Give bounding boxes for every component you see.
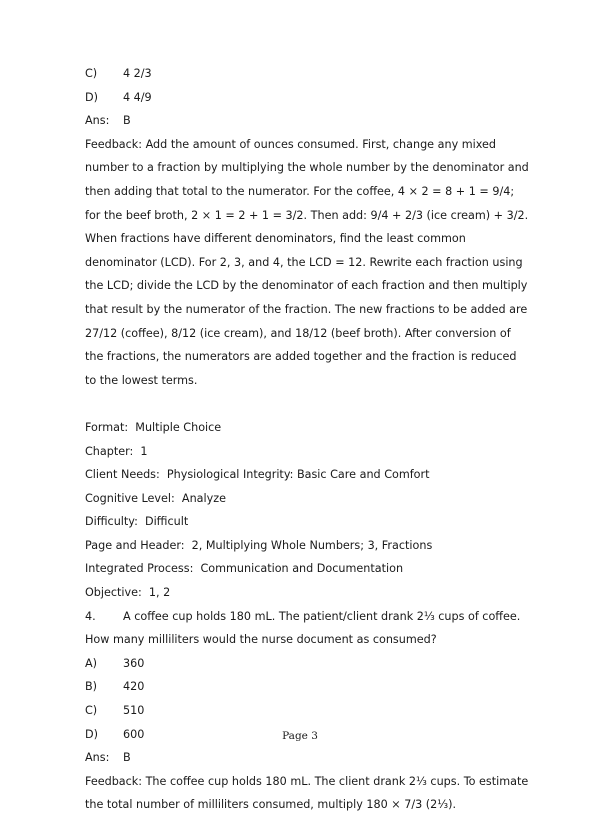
metadata-integrated-process: Integrated Process: Communication and Documentation bbox=[85, 562, 404, 576]
metadata-chapter: Chapter: 1 bbox=[85, 444, 148, 458]
list-item bbox=[85, 652, 530, 676]
option-letter: C) bbox=[85, 67, 98, 80]
question-text: A coffee cup holds 180 mL. The patient/client drank 2⅓ cups of coffee. How many milliliters would the nurse document as consumed? bbox=[85, 609, 521, 647]
option-text: 420 bbox=[123, 680, 145, 694]
question-stem bbox=[85, 605, 530, 652]
metadata-format: Format: Multiple Choice bbox=[85, 420, 222, 434]
option-text: 510 bbox=[123, 704, 145, 718]
spacer bbox=[85, 392, 530, 416]
page-footer: Page 3 bbox=[282, 730, 318, 742]
question-number: 4. bbox=[85, 609, 96, 623]
list-item bbox=[85, 62, 530, 86]
list-item bbox=[85, 675, 530, 699]
list-item bbox=[85, 699, 530, 723]
option-letter: A) bbox=[85, 656, 98, 670]
answer-value: B bbox=[123, 114, 131, 128]
answer-line bbox=[85, 109, 530, 133]
metadata-objective: Objective: 1, 2 bbox=[85, 586, 171, 600]
document-body bbox=[85, 62, 530, 817]
option-letter: B) bbox=[85, 680, 98, 694]
metadata-page-and-header: Page and Header: 2, Multiplying Whole Numbers; 3, Fractions bbox=[85, 538, 433, 552]
metadata-difficulty: Difficulty: Difficult bbox=[85, 515, 189, 529]
option-letter: D) bbox=[85, 727, 98, 741]
option-letter: D) bbox=[85, 90, 98, 104]
option-text: 600 bbox=[123, 727, 145, 741]
metadata-cognitive-level: Cognitive Level: Analyze bbox=[85, 491, 227, 505]
answer-label: Ans: bbox=[85, 751, 110, 765]
answer-label: Ans: bbox=[85, 114, 110, 128]
list-item bbox=[85, 86, 530, 110]
metadata-client-needs: Client Needs: Physiological Integrity: Basic Care and Comfort bbox=[85, 468, 430, 482]
answer-line bbox=[85, 746, 530, 770]
feedback-paragraph: Feedback: The coffee cup holds 180 mL. The client drank 2⅓ cups. To estimate the total number of milliliters consumed, multiply 180 × 7/3 (2⅓). bbox=[85, 774, 529, 812]
option-letter: C) bbox=[85, 704, 98, 718]
feedback-paragraph: Feedback: Add the amount of ounces consumed. First, change any mixed number to a fraction by multiplying the whole number by the denominator and then adding that total to the numerator. For the coffee, 4 × 2 = 8 + 1 = 9/4; for the beef broth, 2 × 1 = 2 + 1 = 3/2. Then add: 9/4 + 2/3 (ice cream) + 3/2. When fractions have different denominators, find the least common denominator (LCD). For 2, 3, and 4, the LCD = 12. Rewrite each fraction using the LCD; divide the LCD by the denominator of each fraction and then multiply that result by the numerator of the fraction. The new fractions to be added are 27/12 (coffee), 8/12 (ice cream), and 18/12 (beef broth). After conversion of the fractions, the numerators are added together and the fraction is reduced to the lowest terms. bbox=[85, 137, 529, 387]
option-text: 4 2/3 bbox=[123, 67, 152, 80]
option-text: 4 4/9 bbox=[123, 90, 152, 104]
answer-value: B bbox=[123, 751, 131, 765]
option-text: 360 bbox=[123, 656, 145, 670]
